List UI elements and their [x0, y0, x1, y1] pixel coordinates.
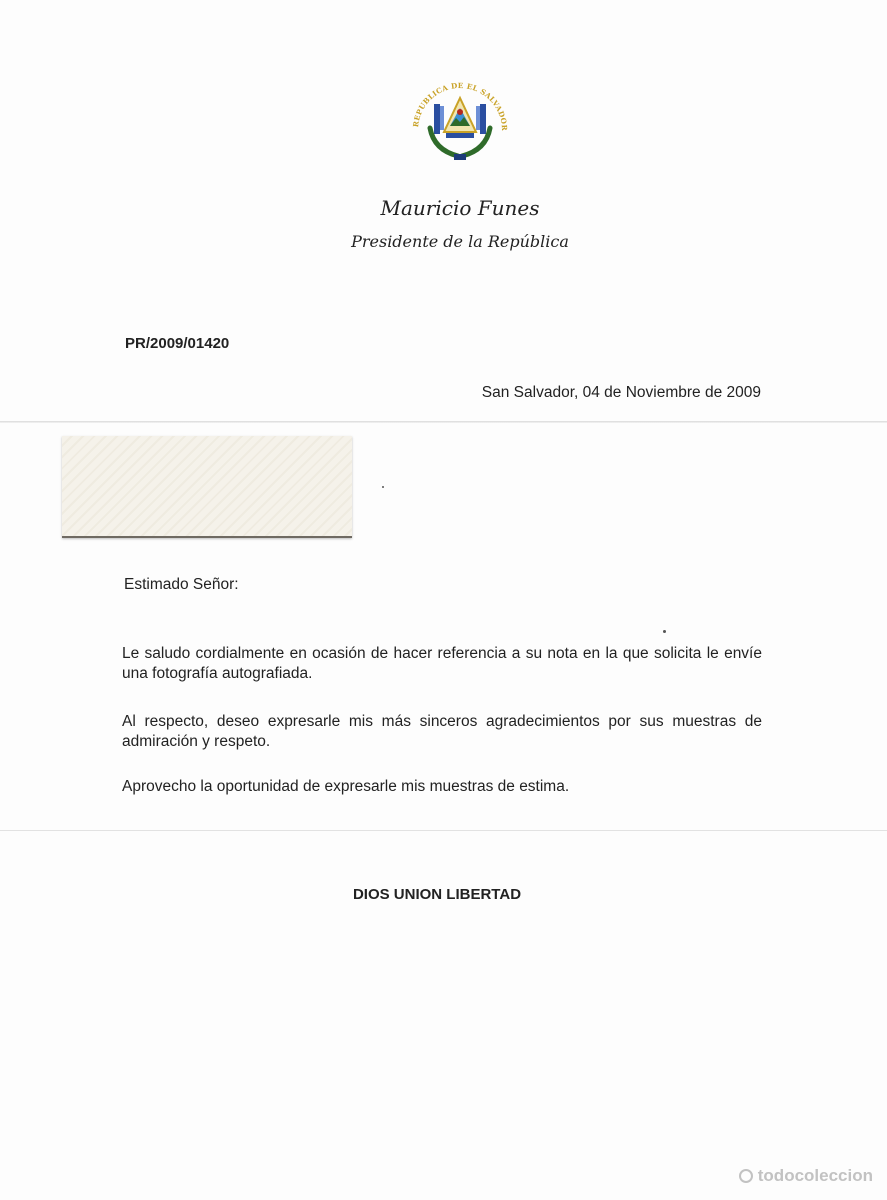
fold-line-top	[0, 421, 887, 423]
fold-line-middle	[0, 830, 887, 831]
svg-text:REPUBLICA DE EL SALVADOR EN LA: REPUBLICA DE EL SALVADOR	[411, 80, 510, 132]
ink-speck	[382, 486, 384, 488]
date-line: San Salvador, 04 de Noviembre de 2009	[481, 384, 761, 401]
redaction-label	[62, 436, 352, 538]
sender-title: Presidente de la República	[351, 232, 569, 251]
watermark-text: todocoleccion	[757, 1166, 873, 1185]
paragraph-3: Aprovecho la oportunidad de expresarle mis muestras de estima.	[122, 778, 570, 795]
sender-name: Mauricio Funes	[380, 196, 540, 220]
watermark-logo-icon	[739, 1169, 753, 1183]
coat-of-arms-seal	[400, 70, 520, 180]
national-motto: DIOS UNION LIBERTAD	[352, 886, 522, 903]
ink-speck	[663, 630, 666, 633]
watermark	[739, 1166, 873, 1186]
paragraph-2: Al respecto, deseo expresarle mis más sinceros agradecimientos por sus muestras de admiración y respeto.	[122, 713, 762, 750]
reference-number: PR/2009/01420	[125, 335, 230, 352]
salutation: Estimado Señor:	[124, 576, 239, 593]
paragraph-1: Le saludo cordialmente en ocasión de hacer referencia a su nota en la que solicita le envíe una fotografía autografiada.	[122, 645, 762, 682]
